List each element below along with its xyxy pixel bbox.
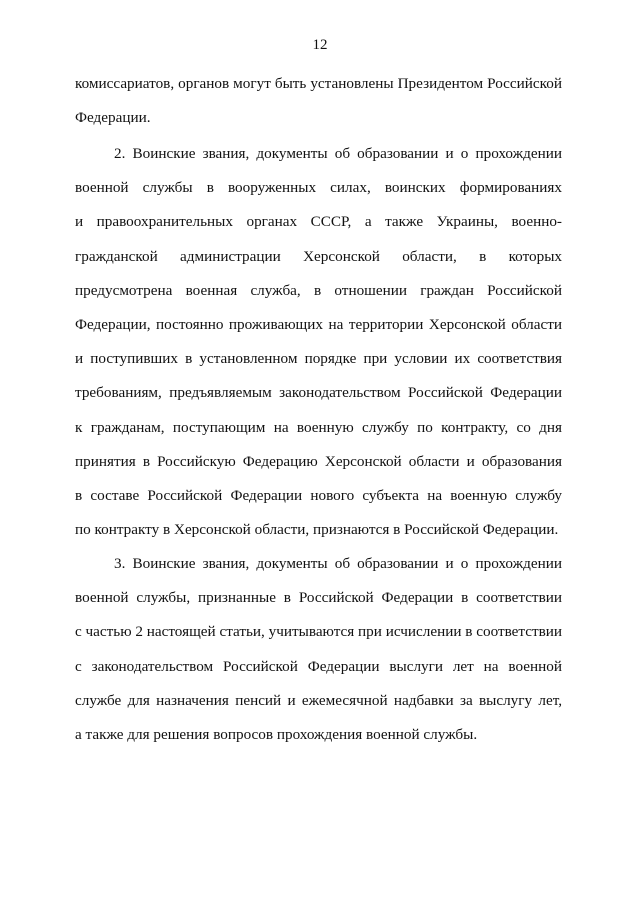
text-line: с законодательством Российской Федерации выслуги лет на военной	[75, 657, 562, 675]
text-line: комиссариатов, органов могут быть установлены Президентом Российской	[75, 75, 562, 92]
text-line: в составе Российской Федерации нового субъекта на военную службу	[75, 486, 562, 504]
paragraph-clause-2	[75, 137, 562, 547]
text-line: и правоохранительных органах СССР, а также Украины, военно-	[75, 213, 562, 231]
text-line: принятия в Российскую Федерацию Херсонской области и образования	[75, 452, 562, 470]
text-line: к гражданам, поступающим на военную службу по контракту, со дня	[75, 418, 562, 436]
text-line: по контракту в Херсонской области, признаются в Российской Федерации.	[75, 521, 559, 539]
text-line: службе для назначения пенсий и ежемесячной надбавки за выслугу лет,	[75, 691, 562, 709]
text-line: требованиям, предъявляемым законодательством Российской Федерации	[75, 384, 562, 402]
text-line: Федерации, постоянно проживающих на территории Херсонской области	[75, 315, 562, 333]
text-line: предусмотрена военная служба, в отношении граждан Российской	[75, 281, 562, 299]
paragraph-clause-3	[75, 547, 562, 752]
text-line: 2. Воинские звания, документы об образовании и о прохождении	[114, 145, 562, 162]
paragraph-continuation	[75, 67, 562, 135]
text-line: гражданской администрации Херсонской области, в которых	[75, 247, 562, 265]
text-line: с частью 2 настоящей статьи, учитываются при исчислении в соответствии	[75, 623, 562, 641]
page-number: 12	[312, 37, 328, 53]
text-line: и поступивших в установленном порядке при условии их соответствия	[75, 350, 562, 368]
text-line: военной службы, признанные в Российской Федерации в соответствии	[75, 589, 562, 607]
text-line: а также для решения вопросов прохождения военной службы.	[75, 725, 478, 743]
text-line: военной службы в вооруженных силах, воинских формированиях	[75, 179, 562, 197]
text-line: 3. Воинские звания, документы об образовании и о прохождении	[114, 555, 562, 572]
text-line: Федерации.	[75, 109, 151, 127]
